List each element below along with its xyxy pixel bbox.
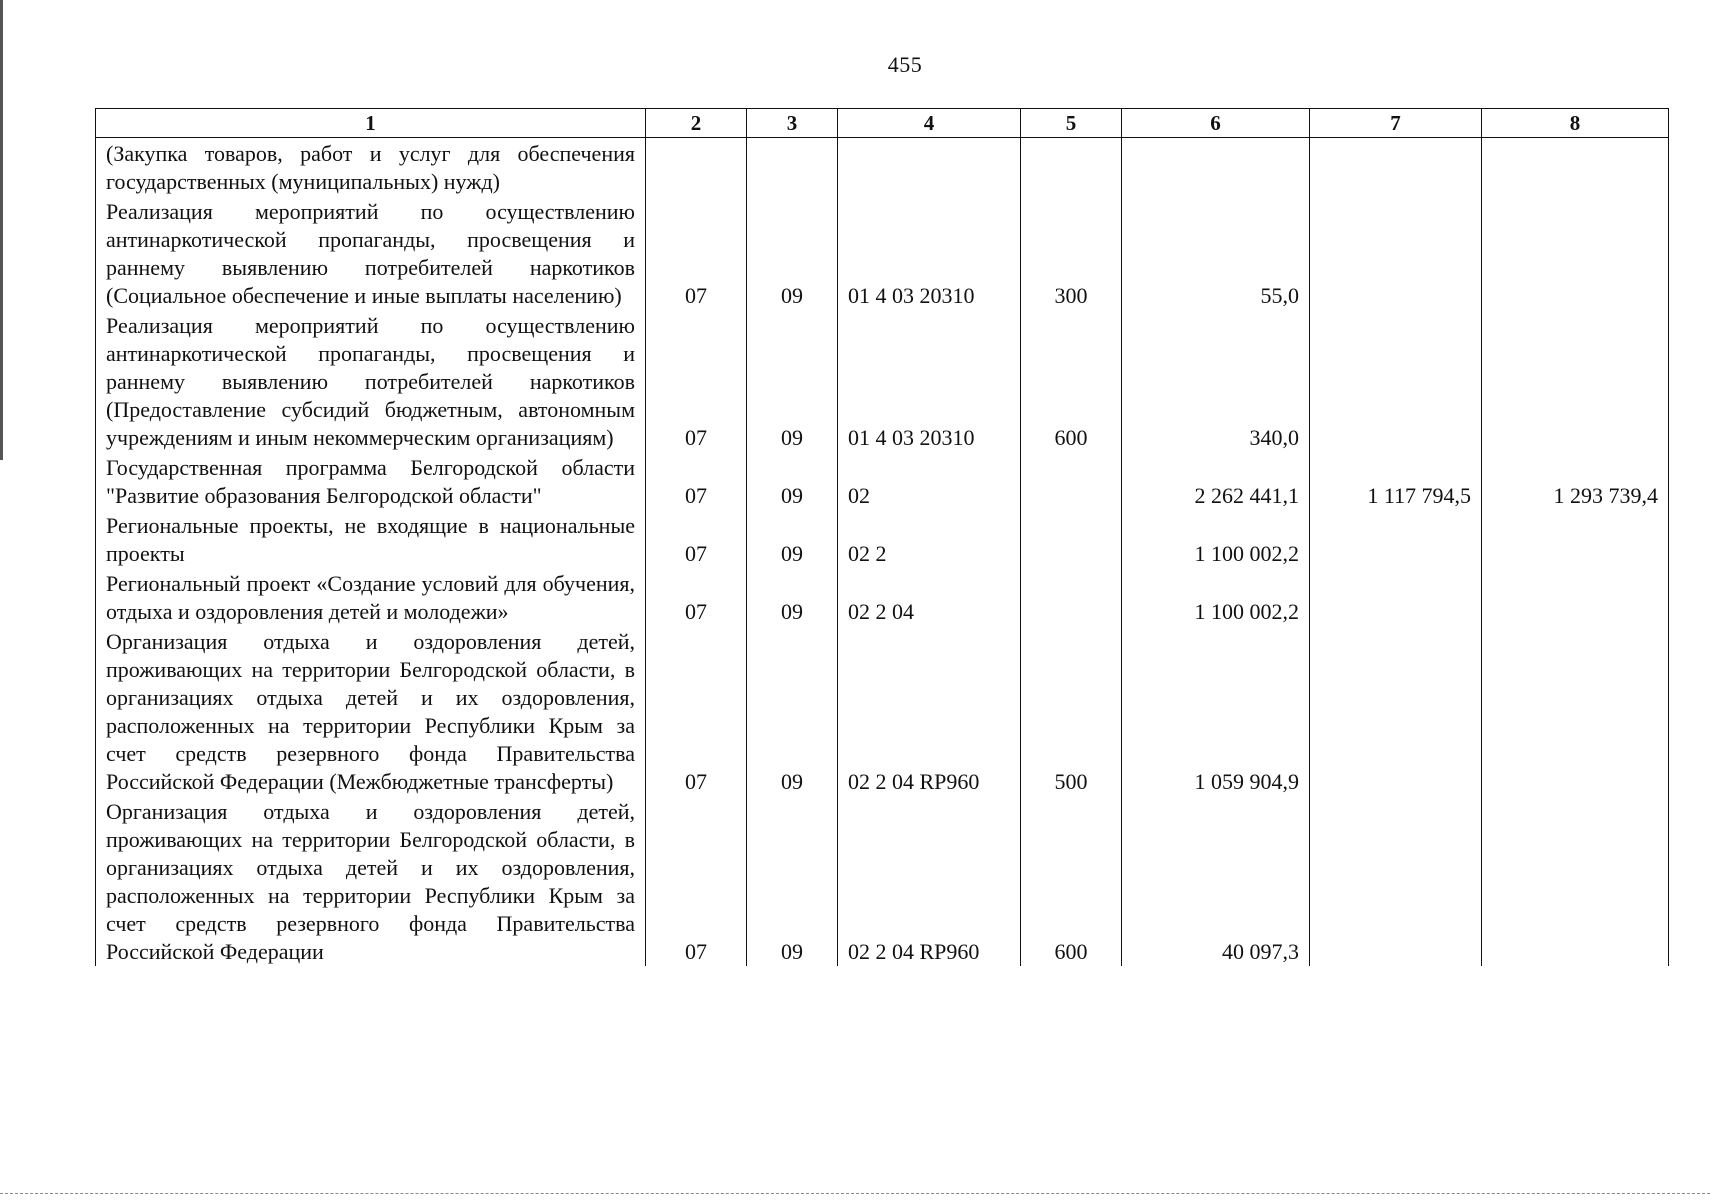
target-article-code: 01 4 03 20310 xyxy=(838,310,1021,452)
subsection-code: 09 xyxy=(747,452,838,510)
amount-col8 xyxy=(1482,568,1669,626)
row-name: Региональный проект «Создание условий для обучения, отдыха и оздоровления детей и молодежи» xyxy=(96,568,646,626)
amount-col8 xyxy=(1482,796,1669,966)
subsection-code: 09 xyxy=(747,510,838,568)
amount-col6: 1 100 002,2 xyxy=(1122,510,1310,568)
section-code: 07 xyxy=(646,452,747,510)
target-article-code: 02 2 04 RP960 xyxy=(838,796,1021,966)
target-article-code xyxy=(838,138,1021,197)
amount-col7 xyxy=(1310,626,1482,796)
table-header-row xyxy=(96,109,1669,138)
table-row xyxy=(96,510,1669,568)
section-code: 07 xyxy=(646,510,747,568)
amount-col8: 1 293 739,4 xyxy=(1482,452,1669,510)
column-header: 1 xyxy=(96,109,646,138)
subsection-code: 09 xyxy=(747,568,838,626)
amount-col6: 55,0 xyxy=(1122,196,1310,310)
row-name: Реализация мероприятий по осуществлению антинаркотической пропаганды, просвещения и раннему выявлению потребителей наркотиков (Предоставление субсидий бюджетным, автономным учреждениям и иным некоммерческим организациям) xyxy=(96,310,646,452)
subsection-code: 09 xyxy=(747,310,838,452)
row-name: (Закупка товаров, работ и услуг для обеспечения государственных (муниципальных) нужд) xyxy=(96,138,646,197)
column-header: 5 xyxy=(1021,109,1122,138)
table-row xyxy=(96,138,1669,197)
amount-col8 xyxy=(1482,510,1669,568)
table-row xyxy=(96,626,1669,796)
amount-col8 xyxy=(1482,196,1669,310)
column-header: 2 xyxy=(646,109,747,138)
expense-type-code xyxy=(1021,452,1122,510)
table-row xyxy=(96,568,1669,626)
amount-col7 xyxy=(1310,138,1482,197)
row-name: Реализация мероприятий по осуществлению антинаркотической пропаганды, просвещения и раннему выявлению потребителей наркотиков (Социальное обеспечение и иные выплаты населению) xyxy=(96,196,646,310)
amount-col6: 40 097,3 xyxy=(1122,796,1310,966)
column-header: 3 xyxy=(747,109,838,138)
expense-type-code: 500 xyxy=(1021,626,1122,796)
amount-col7 xyxy=(1310,310,1482,452)
target-article-code: 02 2 04 RP960 xyxy=(838,626,1021,796)
subsection-code: 09 xyxy=(747,796,838,966)
expense-type-code xyxy=(1021,568,1122,626)
section-code: 07 xyxy=(646,626,747,796)
row-name: Региональные проекты, не входящие в национальные проекты xyxy=(96,510,646,568)
amount-col8 xyxy=(1482,310,1669,452)
row-name: Государственная программа Белгородской области "Развитие образования Белгородской области" xyxy=(96,452,646,510)
section-code: 07 xyxy=(646,310,747,452)
section-code: 07 xyxy=(646,196,747,310)
page-number: 455 xyxy=(887,52,923,77)
column-header: 4 xyxy=(838,109,1021,138)
amount-col8 xyxy=(1482,138,1669,197)
expense-type-code: 600 xyxy=(1021,796,1122,966)
amount-col7 xyxy=(1310,796,1482,966)
target-article-code: 02 2 04 xyxy=(838,568,1021,626)
target-article-code: 01 4 03 20310 xyxy=(838,196,1021,310)
row-name: Организация отдыха и оздоровления детей, проживающих на территории Белгородской области, в организациях отдыха детей и их оздоровления, расположенных на территории Республики Крым за счет средств резервного фонда Правительства Российской Федерации xyxy=(96,796,646,966)
amount-col7 xyxy=(1310,568,1482,626)
section-code: 07 xyxy=(646,796,747,966)
column-header: 6 xyxy=(1122,109,1310,138)
expense-type-code: 300 xyxy=(1021,196,1122,310)
target-article-code: 02 xyxy=(838,452,1021,510)
column-header: 8 xyxy=(1482,109,1669,138)
subsection-code: 09 xyxy=(747,626,838,796)
target-article-code: 02 2 xyxy=(838,510,1021,568)
budget-table xyxy=(95,108,1669,966)
section-code xyxy=(646,138,747,197)
amount-col8 xyxy=(1482,626,1669,796)
table-row xyxy=(96,196,1669,310)
amount-col6: 340,0 xyxy=(1122,310,1310,452)
section-code: 07 xyxy=(646,568,747,626)
amount-col7: 1 117 794,5 xyxy=(1310,452,1482,510)
amount-col6: 2 262 441,1 xyxy=(1122,452,1310,510)
amount-col6: 1 059 904,9 xyxy=(1122,626,1310,796)
scan-bottom-edge xyxy=(0,1193,1710,1195)
subsection-code xyxy=(747,138,838,197)
expense-type-code xyxy=(1021,510,1122,568)
table-row xyxy=(96,310,1669,452)
amount-col6: 1 100 002,2 xyxy=(1122,568,1310,626)
row-name: Организация отдыха и оздоровления детей, проживающих на территории Белгородской области, в организациях отдыха детей и их оздоровления, расположенных на территории Республики Крым за счет средств резервного фонда Правительства Российской Федерации (Межбюджетные трансферты) xyxy=(96,626,646,796)
amount-col6 xyxy=(1122,138,1310,197)
amount-col7 xyxy=(1310,196,1482,310)
table-row xyxy=(96,796,1669,966)
expense-type-code: 600 xyxy=(1021,310,1122,452)
column-header: 7 xyxy=(1310,109,1482,138)
amount-col7 xyxy=(1310,510,1482,568)
expense-type-code xyxy=(1021,138,1122,197)
table-row xyxy=(96,452,1669,510)
subsection-code: 09 xyxy=(747,196,838,310)
